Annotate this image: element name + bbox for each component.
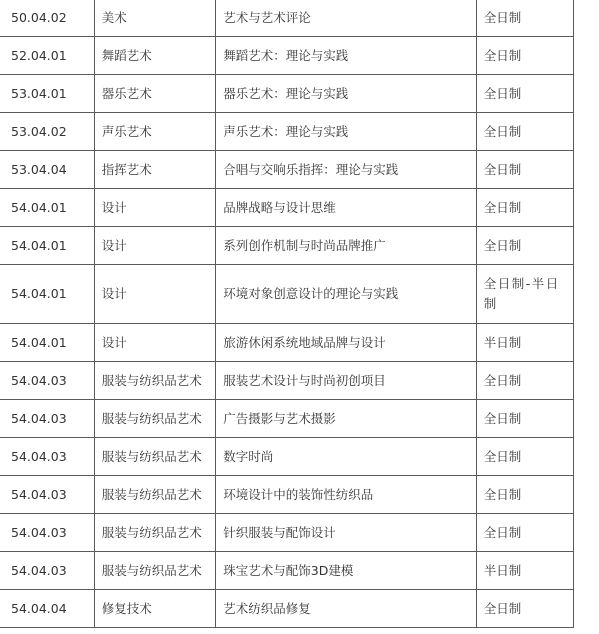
program-code-cell: 50.04.02	[0, 0, 94, 37]
department-cell: 服装与纺织品艺术	[94, 362, 216, 400]
program-name-cell: 珠宝艺术与配饰3D建模	[216, 552, 476, 590]
study-mode-cell: 全日制	[476, 590, 573, 628]
department-cell: 修复技术	[94, 590, 216, 628]
table-row	[0, 189, 574, 227]
table-row	[0, 552, 574, 590]
department-cell: 服装与纺织品艺术	[94, 400, 216, 438]
program-code-cell: 54.04.03	[0, 476, 94, 514]
study-mode-cell: 全日制	[476, 75, 573, 113]
program-name-cell: 服装艺术设计与时尚初创项目	[216, 362, 476, 400]
program-code-cell: 53.04.04	[0, 151, 94, 189]
program-code-cell: 54.04.01	[0, 189, 94, 227]
table-row	[0, 400, 574, 438]
program-code-cell: 52.04.01	[0, 37, 94, 75]
table-row	[0, 476, 574, 514]
program-name-cell: 品牌战略与设计思维	[216, 189, 476, 227]
program-name-cell: 舞蹈艺术：理论与实践	[216, 37, 476, 75]
department-cell: 服装与纺织品艺术	[94, 476, 216, 514]
department-cell: 设计	[94, 324, 216, 362]
program-name-cell: 环境对象创意设计的理论与实践	[216, 265, 476, 324]
program-name-cell: 艺术与艺术评论	[216, 0, 476, 37]
table-row	[0, 75, 574, 113]
program-code-cell: 54.04.01	[0, 324, 94, 362]
program-code-cell: 54.04.03	[0, 400, 94, 438]
table-row	[0, 227, 574, 265]
program-name-cell: 广告摄影与艺术摄影	[216, 400, 476, 438]
study-mode-cell: 全日制	[476, 362, 573, 400]
table-row	[0, 362, 574, 400]
table-row	[0, 151, 574, 189]
table-row	[0, 37, 574, 75]
study-mode-cell: 全日制	[476, 438, 573, 476]
program-name-cell: 声乐艺术：理论与实践	[216, 113, 476, 151]
program-code-cell: 54.04.01	[0, 265, 94, 324]
program-code-cell: 54.04.04	[0, 590, 94, 628]
program-code-cell: 54.04.03	[0, 438, 94, 476]
department-cell: 设计	[94, 189, 216, 227]
program-name-cell: 针织服装与配饰设计	[216, 514, 476, 552]
program-code-cell: 54.04.03	[0, 552, 94, 590]
program-name-cell: 数字时尚	[216, 438, 476, 476]
study-mode-cell: 全日制	[476, 37, 573, 75]
table-row	[0, 590, 574, 628]
study-mode-cell: 半日制	[476, 324, 573, 362]
table-row	[0, 514, 574, 552]
study-mode-cell: 全日制-半日制	[476, 265, 573, 324]
department-cell: 舞蹈艺术	[94, 37, 216, 75]
program-name-cell: 旅游休闲系统地域品牌与设计	[216, 324, 476, 362]
department-cell: 设计	[94, 227, 216, 265]
department-cell: 设计	[94, 265, 216, 324]
department-cell: 器乐艺术	[94, 75, 216, 113]
program-name-cell: 系列创作机制与时尚品牌推广	[216, 227, 476, 265]
study-mode-cell: 全日制	[476, 189, 573, 227]
program-code-cell: 53.04.02	[0, 113, 94, 151]
department-cell: 服装与纺织品艺术	[94, 438, 216, 476]
program-code-cell: 53.04.01	[0, 75, 94, 113]
study-mode-cell: 全日制	[476, 476, 573, 514]
study-mode-cell: 全日制	[476, 113, 573, 151]
table-row	[0, 265, 574, 324]
program-code-cell: 54.04.01	[0, 227, 94, 265]
table-row	[0, 324, 574, 362]
table-row	[0, 438, 574, 476]
program-name-cell: 器乐艺术：理论与实践	[216, 75, 476, 113]
department-cell: 声乐艺术	[94, 113, 216, 151]
study-mode-cell: 全日制	[476, 151, 573, 189]
study-mode-cell: 全日制	[476, 514, 573, 552]
program-code-cell: 54.04.03	[0, 514, 94, 552]
table-row	[0, 113, 574, 151]
study-mode-cell: 全日制	[476, 0, 573, 37]
table-row	[0, 0, 574, 37]
program-code-cell: 54.04.03	[0, 362, 94, 400]
department-cell: 服装与纺织品艺术	[94, 514, 216, 552]
study-mode-cell: 全日制	[476, 227, 573, 265]
department-cell: 指挥艺术	[94, 151, 216, 189]
study-mode-cell: 半日制	[476, 552, 573, 590]
department-cell: 美术	[94, 0, 216, 37]
department-cell: 服装与纺织品艺术	[94, 552, 216, 590]
program-name-cell: 环境设计中的装饰性纺织品	[216, 476, 476, 514]
program-name-cell: 合唱与交响乐指挥：理论与实践	[216, 151, 476, 189]
study-mode-cell: 全日制	[476, 400, 573, 438]
program-name-cell: 艺术纺织品修复	[216, 590, 476, 628]
